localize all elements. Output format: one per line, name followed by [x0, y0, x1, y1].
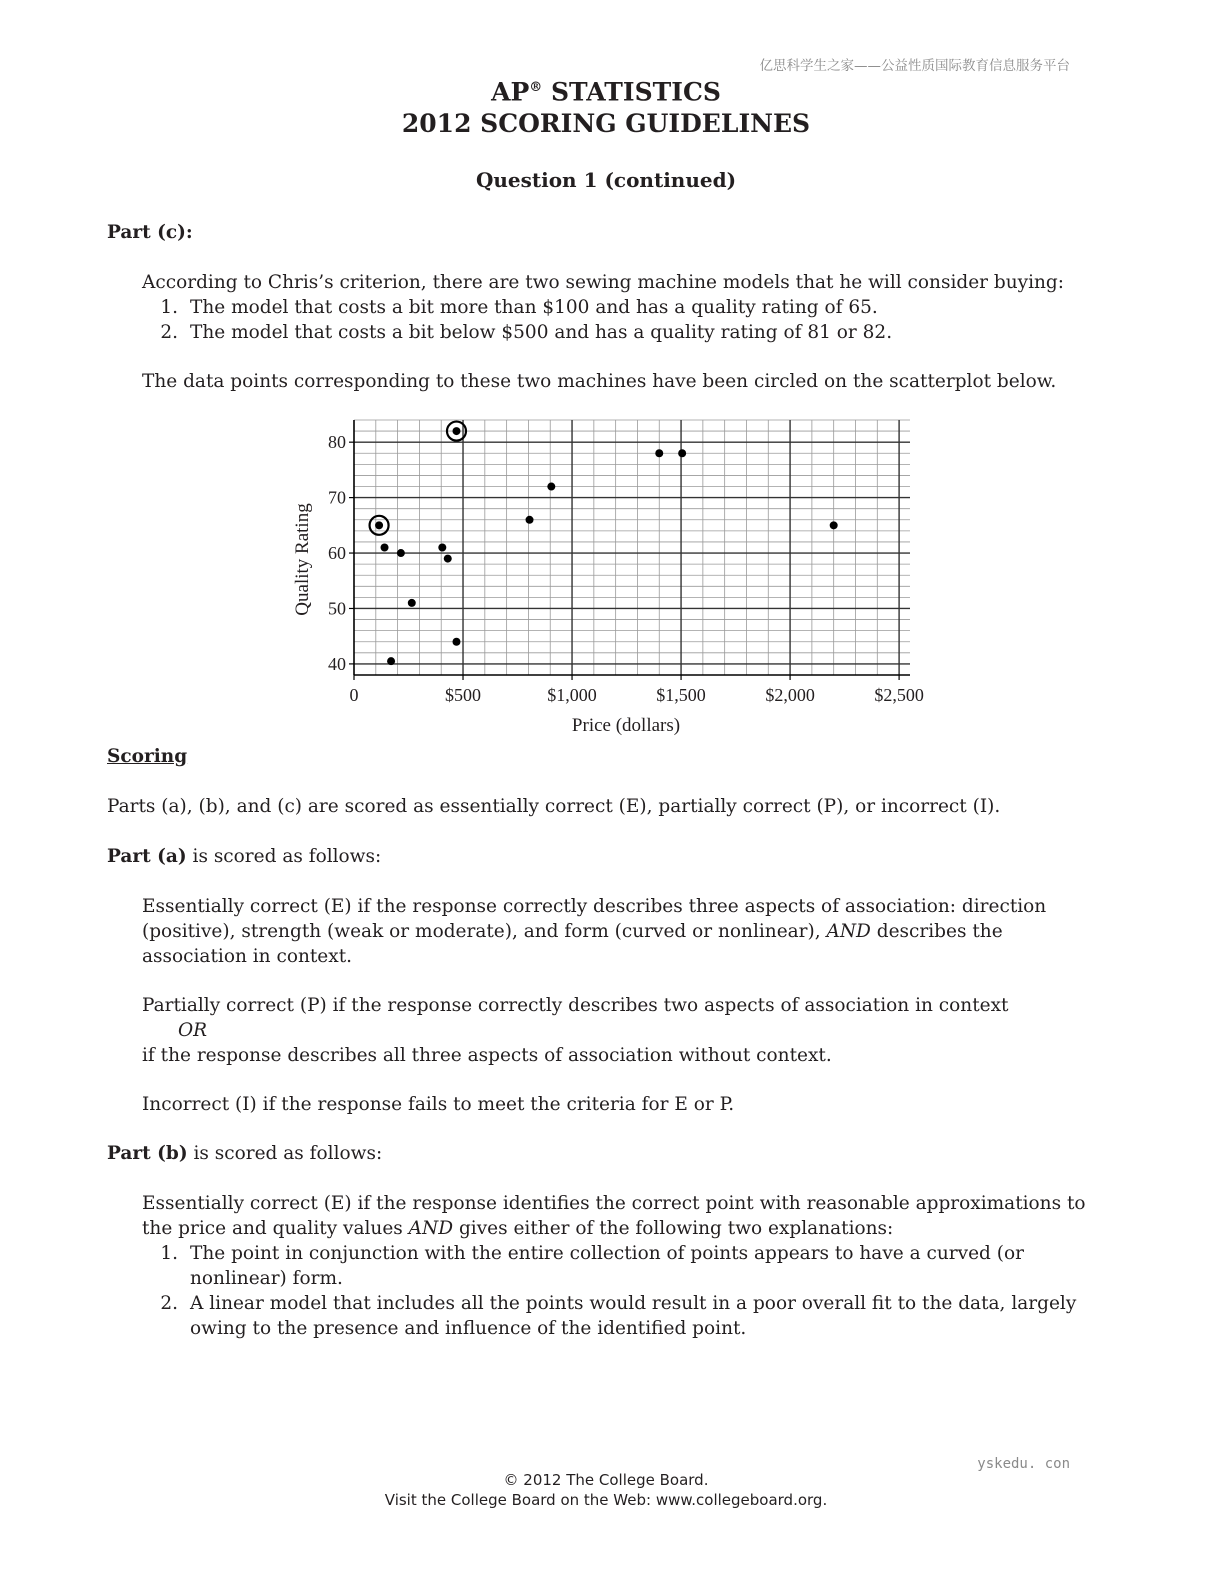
copyright-line: © 2012 The College Board.	[503, 1471, 709, 1489]
list-number: 1.	[160, 1243, 178, 1264]
part-b-essentially-correct	[142, 1191, 1112, 1341]
part-b-e-text: Essentially correct (E) if the response identifies the correct point with reasonable approximations to the price and quality values	[142, 1193, 1086, 1239]
data-point	[678, 449, 686, 457]
part-a-e-and: AND	[826, 921, 871, 942]
list-item	[142, 1291, 1112, 1341]
watermark-top: 亿思科学生之家——公益性质国际教育信息服务平台	[759, 58, 1070, 74]
x-tick-label: $1,000	[547, 685, 597, 705]
y-tick-label: 70	[328, 487, 346, 508]
data-point	[655, 449, 663, 457]
list-text: The point in conjunction with the entire collection of points appears to have a curved (or nonlinear) form.	[190, 1243, 1024, 1289]
data-point	[444, 555, 452, 563]
part-b-e-text-end: gives either of the following two explanations:	[453, 1218, 894, 1239]
list-text: A linear model that includes all the points would result in a poor overall fit to the data, largely owing to the presence and influence of the identified point.	[190, 1293, 1077, 1339]
part-b-label: Part (b)	[107, 1143, 188, 1164]
list-number: 2.	[160, 1293, 178, 1314]
part-a-suffix: is scored as follows:	[186, 846, 382, 867]
header-line-2: 2012 SCORING GUIDELINES	[401, 109, 811, 139]
scoring-intro: Parts (a), (b), and (c) are scored as essentially correct (E), partially correct (P), or incorrect (I).	[107, 796, 1001, 817]
website-line: Visit the College Board on the Web: www.collegeboard.org.	[384, 1491, 828, 1509]
y-tick-label: 50	[328, 598, 346, 619]
part-a-p-or: OR	[178, 1020, 208, 1041]
header-ap: AP	[491, 77, 530, 107]
page-footer	[0, 1470, 1212, 1510]
part-c-intro-block	[142, 270, 1102, 345]
x-tick-label: $500	[445, 685, 482, 705]
list-number: 2.	[160, 322, 178, 343]
part-a-incorrect: Incorrect (I) if the response fails to meet the criteria for E or P.	[142, 1094, 735, 1115]
circled-data-point	[452, 427, 460, 435]
data-point	[547, 483, 555, 491]
question-title: Question 1 (continued)	[475, 168, 737, 192]
part-a-partially-correct	[142, 993, 1107, 1068]
part-a-p-text-end: if the response describes all three aspects of association without context.	[142, 1045, 832, 1066]
data-point	[387, 657, 395, 665]
circled-note: The data points corresponding to these two machines have been circled on the scatterplot below.	[142, 371, 1057, 392]
part-a-essentially-correct	[142, 894, 1107, 969]
part-a-e-text: Essentially correct (E) if the response correctly describes three aspects of association: direction (positive), strength (weak or moderate), and form (curved or nonlinear),	[142, 896, 1047, 942]
registered-mark: ®	[529, 80, 543, 95]
part-a-label: Part (a)	[107, 846, 187, 867]
part-b-e-and: AND	[408, 1218, 454, 1239]
x-axis-label: Price (dollars)	[571, 715, 681, 736]
page-header	[0, 72, 1212, 140]
data-point	[381, 544, 389, 552]
data-point	[526, 516, 534, 524]
part-a-p-text: Partially correct (P) if the response correctly describes two aspects of association in context	[142, 995, 1009, 1016]
list-number: 1.	[160, 297, 178, 318]
part-b-line	[107, 1141, 382, 1166]
x-tick-label: 0	[349, 685, 359, 705]
data-point	[438, 544, 446, 552]
part-a-e-text-end: describes the association in context.	[142, 921, 1003, 967]
list-item	[142, 320, 1102, 345]
y-tick-label: 40	[328, 653, 346, 674]
x-tick-label: $1,500	[656, 685, 706, 705]
scoring-heading: Scoring	[107, 746, 188, 767]
part-b-e-text-block	[142, 1191, 1112, 1241]
header-line-1	[0, 72, 1212, 108]
y-axis-label: Quality Rating	[292, 503, 313, 616]
list-text: The model that costs a bit more than $100 and has a quality rating of 65.	[190, 297, 878, 318]
y-tick-label: 80	[328, 432, 346, 453]
part-c-intro: According to Chris’s criterion, there are two sewing machine models that he will consider buying:	[142, 272, 1064, 293]
data-point	[408, 599, 416, 607]
list-item	[142, 1241, 1112, 1291]
scatter-plot	[284, 412, 934, 742]
part-a-line	[107, 844, 381, 869]
y-tick-label: 60	[328, 543, 346, 564]
part-c-heading: Part (c):	[107, 222, 193, 243]
watermark-bottom: yskedu. con	[977, 1456, 1070, 1472]
list-text: The model that costs a bit below $500 and has a quality rating of 81 or 82.	[190, 322, 893, 343]
data-point	[830, 521, 838, 529]
x-tick-label: $2,000	[765, 685, 815, 705]
header-statistics: STATISTICS	[542, 77, 721, 107]
x-tick-label: $2,500	[874, 685, 924, 705]
data-point	[452, 638, 460, 646]
list-item	[142, 295, 1102, 320]
circled-data-point	[375, 521, 383, 529]
part-b-suffix: is scored as follows:	[187, 1143, 383, 1164]
data-point	[397, 549, 405, 557]
